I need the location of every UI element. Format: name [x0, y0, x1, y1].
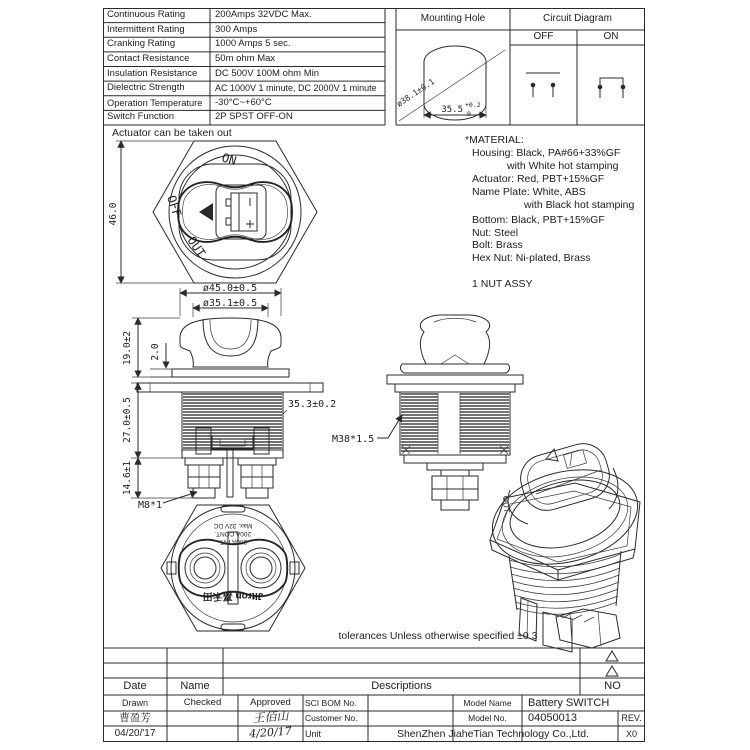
- materials-line: Bolt: Brass: [472, 239, 523, 251]
- approved-name: 王佰山: [252, 708, 289, 726]
- front-thread-dim: M8*1: [138, 500, 163, 511]
- circuit-symbol-on: [598, 78, 626, 98]
- spec-value: 50m ohm Max: [215, 52, 276, 64]
- sci-bom-label: SCI BOM No.: [305, 698, 357, 708]
- tolerance-note: tolerances Unless otherwise specified ±0.3: [338, 630, 538, 642]
- materials-line: Name Plate: White, ABS: [472, 186, 586, 198]
- model-no-label: Model No.: [468, 713, 507, 723]
- materials-nut-note: 1 NUT ASSY: [472, 278, 533, 290]
- spec-value: 2P SPST OFF-ON: [215, 111, 293, 123]
- revision-triangle-1: [606, 651, 618, 661]
- spec-label: Insulation Resistance: [107, 67, 198, 79]
- mounting-dia-dim: ø38.1±0.1: [395, 76, 437, 109]
- model-no-value: 04050013: [528, 712, 577, 724]
- spec-label: Contact Resistance: [107, 52, 190, 64]
- battery-arrow-icon: [199, 203, 213, 221]
- materials-line: with Black hot stamping: [524, 199, 635, 211]
- spec-value: 200Amps 32VDC Max.: [215, 9, 312, 20]
- drawn-name: 曹盈芳: [119, 712, 151, 724]
- materials-line: Nut: Steel: [472, 227, 519, 239]
- bottom-rating-line2: 200A CONT.: [214, 530, 252, 537]
- top-view-on-label: ON: [220, 150, 239, 169]
- side-thread-dim: M38*1.5: [332, 434, 375, 445]
- mounting-hole-drawing: [395, 46, 505, 121]
- bottom-rating-line1: Max. 32V DC: [213, 522, 253, 529]
- approved-label: Approved: [250, 697, 291, 708]
- spec-label: Operation Temperature: [107, 97, 203, 108]
- mounting-width-tol-upper: +0.2: [465, 101, 481, 109]
- bottom-brand-text: JItron 嘉禾田: [202, 590, 264, 601]
- revision-triangle-2: [606, 666, 618, 676]
- model-name-label: Model Name: [463, 698, 512, 708]
- spec-label: Switch Function: [107, 111, 175, 123]
- approved-date: 4/20/17: [248, 724, 293, 741]
- rev-value: X0: [625, 729, 637, 739]
- name-header: Name: [180, 680, 210, 692]
- spec-label: Intermittent Rating: [107, 23, 185, 35]
- spec-value: 1000 Amps 5 sec.: [215, 38, 291, 50]
- descriptions-header: Descriptions: [371, 680, 432, 692]
- circuit-on-header: ON: [603, 31, 619, 42]
- date-header: Date: [123, 680, 147, 692]
- front-terminal-height-dim: 14.6±1: [122, 460, 133, 496]
- perspective-out-label: OUT: [501, 495, 512, 513]
- spec-value: AC 1000V 1 minute, DC 2000V 1 minute: [215, 83, 377, 94]
- bottom-rating-line3: 300A INT.: [218, 538, 248, 545]
- front-outer-dia-dim: ø45.0±0.5: [202, 283, 258, 294]
- circuit-off-header: OFF: [533, 31, 554, 42]
- materials-line: Actuator: Red, PBT+15%GF: [472, 173, 605, 185]
- circuit-diagram-title: Circuit Diagram: [543, 13, 612, 24]
- perspective-view-drawing: [482, 438, 645, 652]
- materials-title: *MATERIAL:: [465, 134, 524, 146]
- side-view-drawing: [332, 315, 523, 510]
- front-width-dim: 35.3±0.2: [288, 399, 337, 410]
- drawn-date: 04/20/'17: [114, 728, 156, 739]
- spec-label: Cranking Rating: [107, 38, 176, 50]
- front-right-terminal: [238, 458, 276, 498]
- materials-line: with White hot stamping: [507, 160, 619, 172]
- mounting-width-tol-lower: 0: [467, 110, 471, 118]
- spec-value: 300 Amps: [215, 23, 258, 35]
- company-name: ShenZhen JiaheTian Technology Co.,Ltd.: [396, 728, 590, 740]
- circuit-symbol-off: [526, 73, 560, 97]
- battery-icon: [226, 193, 257, 231]
- no-header: NO: [604, 680, 621, 692]
- front-left-terminal: [185, 458, 223, 498]
- spec-label: Continuous Rating: [107, 9, 186, 20]
- spec-value: DC 500V 100M ohm Min: [215, 67, 320, 79]
- mounting-width-dim: 35.5: [441, 105, 463, 115]
- front-body-height-dim: 27.0±0.5: [122, 397, 133, 443]
- model-name-value: Battery SWITCH: [528, 697, 610, 709]
- front-view-drawing: [122, 283, 336, 511]
- spec-value: -30°C~+60°C: [215, 96, 272, 108]
- front-inner-dia-dim: ø35.1±0.5: [202, 298, 258, 309]
- materials-line: Bottom: Black, PBT+15%GF: [472, 214, 605, 226]
- top-view-drawing: [108, 141, 317, 283]
- checked-label: Checked: [183, 697, 222, 708]
- drawn-label: Drawn: [121, 698, 148, 708]
- mounting-hole-title: Mounting Hole: [420, 13, 486, 24]
- spec-label: Dielectric Strength: [107, 82, 185, 94]
- unit-label: Unit: [305, 729, 322, 739]
- materials-line: Hex Nut: Ni-plated, Brass: [472, 252, 591, 264]
- actuator-note: Actuator can be taken out: [112, 127, 232, 139]
- bottom-view-drawing: [161, 505, 305, 631]
- top-view-off-label: OFF: [164, 193, 185, 219]
- top-view-out-label: OUT: [184, 233, 209, 260]
- materials-line: Housing: Black, PA#66+33%GF: [472, 147, 621, 159]
- front-knob-height-dim: 19.0±2: [122, 330, 133, 366]
- front-plate-dim: 2.0: [150, 343, 161, 361]
- rev-label: REV.: [621, 713, 642, 723]
- drawing-sheet: [103, 8, 645, 742]
- top-view-height-dim: 46.0: [108, 202, 119, 226]
- customer-no-label: Customer No.: [305, 713, 358, 723]
